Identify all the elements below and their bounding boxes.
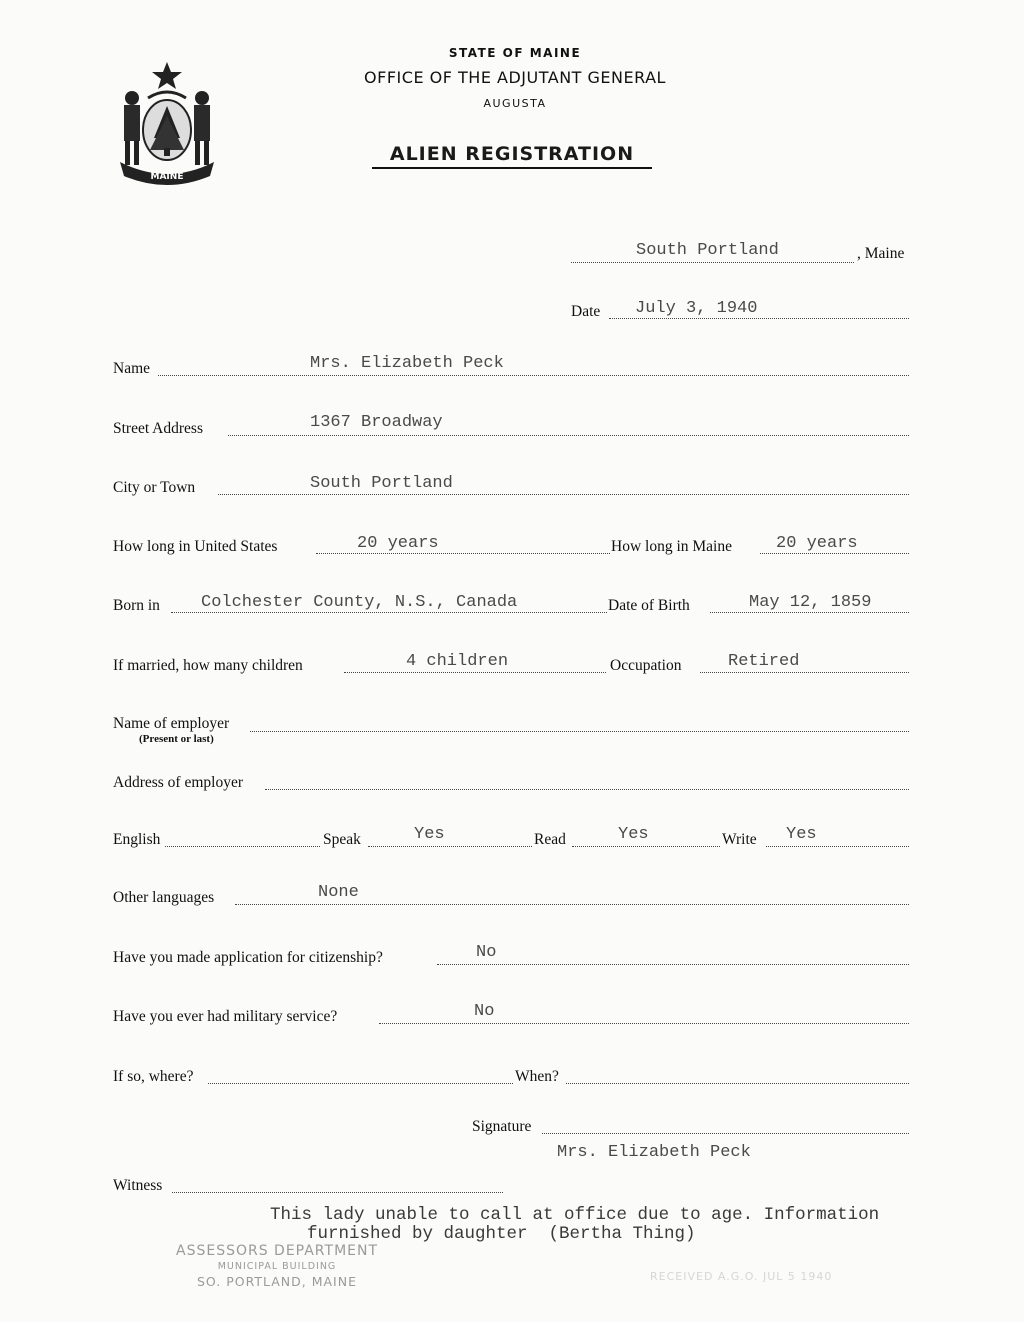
military-line <box>379 1023 909 1024</box>
dob-label: Date of Birth <box>608 597 690 614</box>
received-stamp: RECEIVED A.G.O. JUL 5 1940 <box>650 1270 833 1283</box>
date-line <box>609 318 909 319</box>
employer-line <box>250 731 909 732</box>
city-value: South Portland <box>310 474 453 493</box>
place-line <box>571 262 854 263</box>
street-label: Street Address <box>113 420 203 437</box>
citizenship-label: Have you made application for citizenship? <box>113 949 383 966</box>
write-label: Write <box>722 831 757 848</box>
us-duration-line <box>316 553 610 554</box>
speak-line <box>368 846 532 847</box>
note-line-2: furnished by daughter (Bertha Thing) <box>307 1224 696 1244</box>
street-value: 1367 Broadway <box>310 413 443 432</box>
read-value: Yes <box>618 825 649 844</box>
where-label: If so, where? <box>113 1068 194 1085</box>
english-label: English <box>113 831 161 848</box>
children-label: If married, how many children <box>113 657 303 674</box>
dob-value: May 12, 1859 <box>749 593 872 612</box>
read-label: Read <box>534 831 566 848</box>
when-label: When? <box>515 1068 559 1085</box>
read-line <box>572 846 720 847</box>
employer-address-label: Address of employer <box>113 774 243 791</box>
speak-label: Speak <box>323 831 361 848</box>
signature-label: Signature <box>472 1118 532 1135</box>
note-line-1: This lady unable to call at office due to age. Information <box>270 1205 880 1225</box>
occupation-value: Retired <box>728 652 800 671</box>
employer-address-line <box>265 789 909 790</box>
witness-label: Witness <box>113 1177 163 1194</box>
name-label: Name <box>113 360 151 377</box>
street-line <box>228 435 909 436</box>
born-label: Born in <box>113 597 160 614</box>
assessors-stamp <box>176 1243 378 1289</box>
witness-line <box>172 1192 503 1193</box>
signature-value: Mrs. Elizabeth Peck <box>557 1143 751 1162</box>
name-line <box>158 375 909 376</box>
citizenship-value: No <box>476 943 497 962</box>
children-value: 4 children <box>406 652 509 671</box>
maine-duration-value: 20 years <box>776 534 858 553</box>
place-value: South Portland <box>636 241 779 260</box>
military-label: Have you ever had military service? <box>113 1008 338 1025</box>
stamp-line-2: MUNICIPAL BUILDING <box>217 1261 337 1272</box>
signature-line <box>542 1133 909 1134</box>
other-languages-line <box>235 904 909 905</box>
form-title: ALIEN REGISTRATION <box>372 143 652 169</box>
header-office: OFFICE OF THE ADJUTANT GENERAL <box>364 68 666 87</box>
other-languages-value: None <box>318 883 359 902</box>
name-value: Mrs. Elizabeth Peck <box>310 354 504 373</box>
occupation-label: Occupation <box>610 657 682 674</box>
stamp-line-3: SO. PORTLAND, MAINE <box>197 1274 357 1289</box>
write-value: Yes <box>786 825 817 844</box>
where-line <box>208 1083 513 1084</box>
city-label: City or Town <box>113 479 196 496</box>
children-line <box>344 672 606 673</box>
us-duration-value: 20 years <box>357 534 439 553</box>
other-languages-label: Other languages <box>113 889 215 906</box>
when-line <box>566 1083 909 1084</box>
employer-label: Name of employer <box>113 715 230 732</box>
header-state: STATE OF MAINE <box>448 46 582 60</box>
stamp-line-1: ASSESSORS DEPARTMENT <box>176 1243 379 1259</box>
speak-value: Yes <box>414 825 445 844</box>
occupation-line <box>700 672 909 673</box>
citizenship-line <box>437 964 909 965</box>
write-line <box>766 846 909 847</box>
us-duration-label: How long in United States <box>113 538 278 555</box>
seal-text: MAINE <box>150 172 184 182</box>
date-label: Date <box>571 303 601 320</box>
english-line <box>165 846 320 847</box>
place-suffix: , Maine <box>857 245 905 262</box>
city-line <box>218 494 909 495</box>
dob-line <box>710 612 909 613</box>
header-city: AUGUSTA <box>483 97 547 110</box>
military-value: No <box>474 1002 495 1021</box>
date-value: July 3, 1940 <box>635 299 758 318</box>
born-value: Colchester County, N.S., Canada <box>201 593 518 612</box>
maine-duration-label: How long in Maine <box>611 538 732 555</box>
employer-sublabel: (Present or last) <box>139 733 214 745</box>
maine-state-seal-icon <box>112 58 222 186</box>
born-line <box>171 612 607 613</box>
maine-duration-line <box>760 553 909 554</box>
